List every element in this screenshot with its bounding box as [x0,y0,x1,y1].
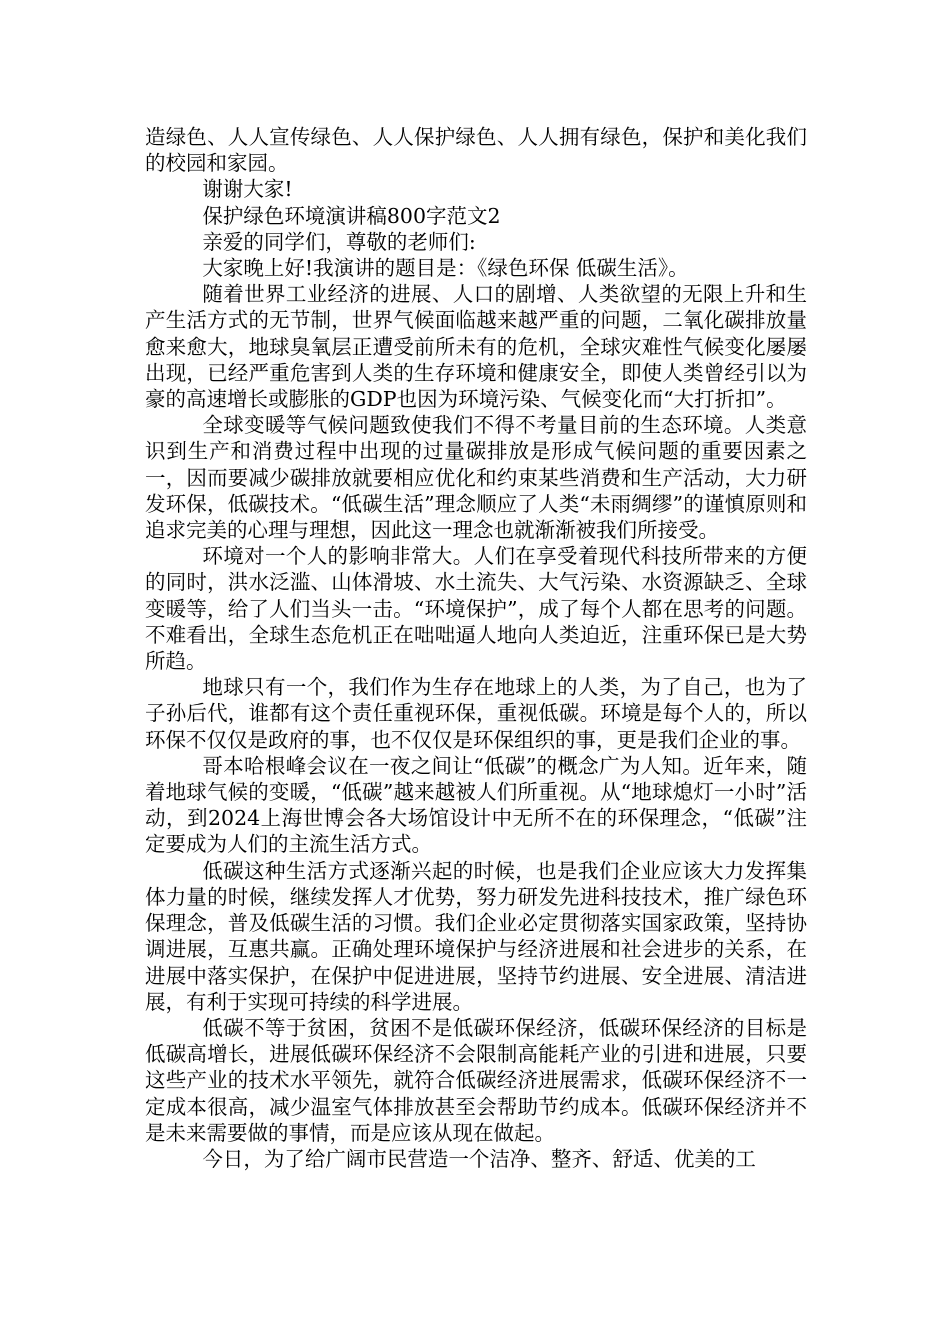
paragraph-7: 全球变暖等气候问题致使我们不得不考量目前的生态环境。人类意识到生产和消费过程中出现的过量碳排放是形成气候问题的重要因素之一，因而要减少碳排放就要相应优化和约束某些消费和生产活动，大力研发环保，低碳技术。“低碳生活”理念顺应了人类“未雨绸缪”的谨慎原则和追求完美的心理与理想，因此这一理念也就渐渐被我们所接受。 [145,413,807,543]
paragraph-2: 谢谢大家! [202,177,293,202]
paragraph-10: 哥本哈根峰会议在一夜之间让“低碳”的概念广为人知。近年来，随着地球气候的变暖，“低碳”越来越被人们所重视。从“地球熄灯一小时”活动，到2024上海世博会各大场馆设计中无所不在的环保理念，“低碳”注定要成为人们的主流生活方式。 [145,753,807,857]
paragraph-5: 大家晚上好!我演讲的题目是：《绿色环保 低碳生活》。 [202,256,689,281]
paragraph-11: 低碳这种生活方式逐渐兴起的时候，也是我们企业应该大力发挥集体力量的时候，继续发挥人才优势，努力研发先进科技技术，推广绿色环保理念，普及低碳生活的习惯。我们企业必定贯彻落实国家政策，坚持协调进展，互惠共赢。正确处理环境保护与经济进展和社会进步的关系，在进展中落实保护，在保护中促进进展，坚持节约进展、安全进展、清洁进展，有利于实现可持续的科学进展。 [145,858,807,1014]
paragraph-3: 保护绿色环境演讲稿800字范文2 [202,203,501,228]
paragraph-1: 造绿色、人人宣传绿色、人人保护绿色、人人拥有绿色，保护和美化我们的校园和家园。 [145,125,807,176]
paragraph-6: 随着世界工业经济的进展、人口的剧增、人类欲望的无限上升和生产生活方式的无节制，世界气候面临越来越严重的问题，二氧化碳排放量愈来愈大，地球臭氧层正遭受前所未有的危机，全球灾难性气候变化屡屡出现，已经严重危害到人类的生存环境和健康安全，即使人类曾经引以为豪的高速增长或膨胀的GDP也因为环境污染、气候变化而“大打折扣”。 [145,282,807,412]
paragraph-13: 今日，为了给广阔市民营造一个洁净、整齐、舒适、优美的工 [202,1146,756,1171]
paragraph-9: 地球只有一个，我们作为生存在地球上的人类，为了自己，也为了子孙后代，谁都有这个责任重视环保，重视低碳。环境是每个人的，所以环保不仅仅是政府的事，也不仅仅是环保组织的事，更是我们企业的事。 [145,675,807,752]
paragraph-8: 环境对一个人的影响非常大。人们在享受着现代科技所带来的方便的同时，洪水泛滥、山体滑坡、水土流失、大气污染、水资源缺乏、全球变暖等，给了人们当头一击。“环境保护”，成了每个人都在思考的问题。不难看出，全球生态危机正在咄咄逼人地向人类迫近，注重环保已是大势所趋。 [145,544,807,674]
paragraph-4: 亲爱的同学们，尊敬的老师们: [202,229,476,254]
document-body [145,124,807,1172]
paragraph-12: 低碳不等于贫困，贫困不是低碳环保经济，低碳环保经济的目标是低碳高增长，进展低碳环保经济不会限制高能耗产业的引进和进展，只要这些产业的技术水平领先，就符合低碳经济进展需求，低碳环保经济不一定成本很高，减少温室气体排放甚至会帮助节约成本。低碳环保经济并不是未来需要做的事情，而是应该从现在做起。 [145,1015,807,1145]
